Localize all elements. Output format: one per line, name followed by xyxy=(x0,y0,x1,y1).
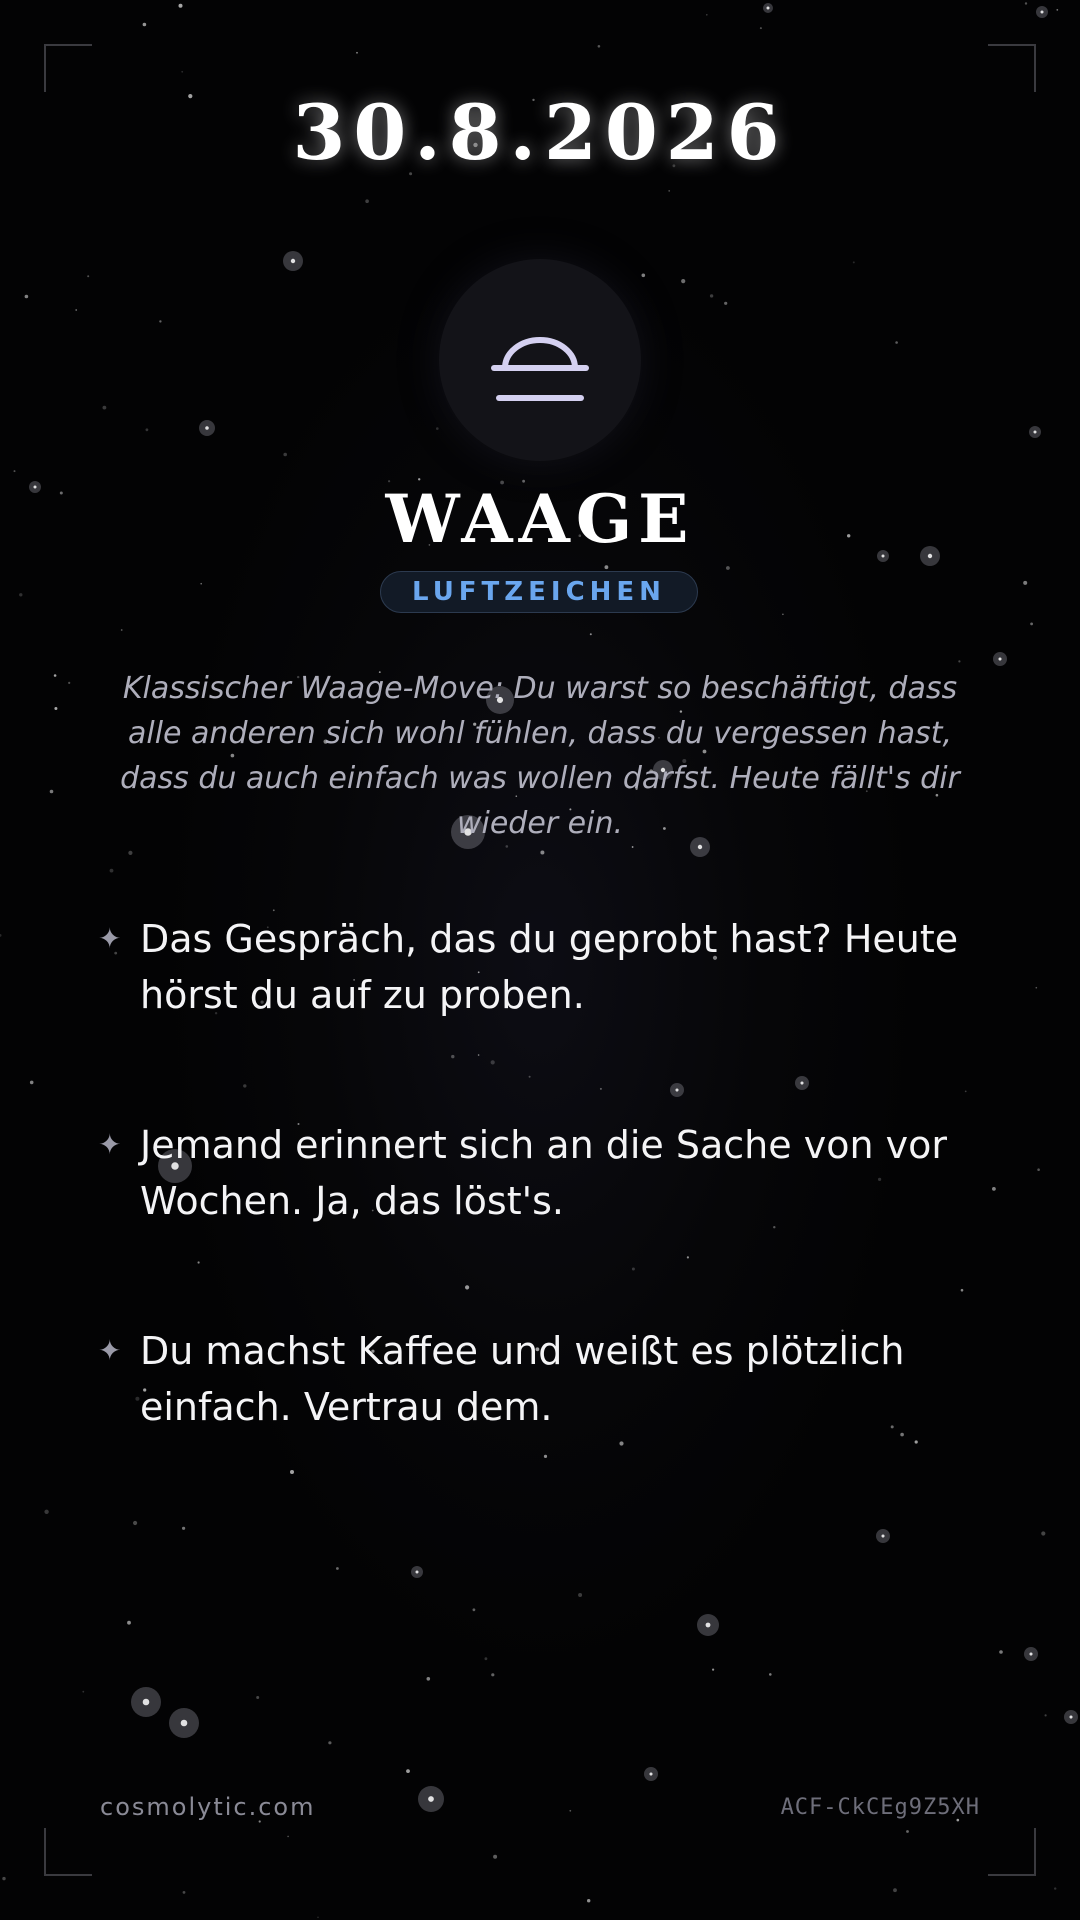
star xyxy=(726,566,730,570)
star xyxy=(205,426,209,430)
star xyxy=(961,1289,964,1292)
prediction-item xyxy=(98,1117,1018,1229)
star xyxy=(493,1855,497,1859)
star xyxy=(473,1608,476,1611)
star xyxy=(143,1699,150,1706)
star xyxy=(143,23,147,27)
star xyxy=(87,275,89,277)
star xyxy=(1029,1652,1032,1655)
sparkle-icon: ✦ xyxy=(98,1128,122,1161)
star xyxy=(687,1256,689,1258)
star xyxy=(14,470,16,472)
star xyxy=(82,1691,84,1693)
star xyxy=(290,1470,294,1474)
star xyxy=(103,406,107,410)
star xyxy=(317,1917,319,1919)
star xyxy=(675,1088,678,1091)
star xyxy=(1041,11,1044,14)
star xyxy=(2,1877,5,1880)
star xyxy=(998,657,1001,660)
star xyxy=(44,1510,48,1514)
star xyxy=(600,1088,602,1090)
sign-name: WAAGE xyxy=(385,480,695,558)
star xyxy=(428,1796,434,1802)
star xyxy=(181,1720,188,1727)
star xyxy=(590,633,592,635)
corner-frame-top-left xyxy=(44,44,92,92)
star xyxy=(958,660,960,662)
star xyxy=(1034,431,1037,434)
star xyxy=(416,1571,419,1574)
star xyxy=(198,1261,200,1263)
star xyxy=(1041,1531,1045,1535)
star xyxy=(283,453,287,457)
prediction-text: Das Gespräch, das du geprobt hast? Heute hörst du auf zu proben. xyxy=(140,917,959,1017)
star xyxy=(75,309,77,311)
star xyxy=(881,1534,884,1537)
star xyxy=(478,1054,480,1056)
star xyxy=(491,1060,495,1064)
star xyxy=(1030,623,1033,626)
star xyxy=(668,190,670,192)
star xyxy=(632,846,634,848)
star xyxy=(146,428,149,431)
prediction-text: Jemand erinnert sich an die Sache von vor Wochen. Ja, das löst's. xyxy=(140,1123,947,1223)
star xyxy=(54,707,57,710)
star xyxy=(30,1081,34,1085)
prediction-text: Du machst Kaffee und weißt es plötzlich einfach. Vertrau dem. xyxy=(140,1329,905,1429)
star xyxy=(291,259,295,263)
star xyxy=(1054,1887,1056,1889)
corner-frame-bottom-left xyxy=(44,1828,92,1876)
star xyxy=(110,869,114,873)
star xyxy=(159,320,161,322)
star xyxy=(1036,987,1038,989)
star xyxy=(465,1285,469,1289)
star xyxy=(915,1440,918,1443)
star xyxy=(133,1521,137,1525)
star xyxy=(19,593,22,596)
star xyxy=(181,71,183,73)
star xyxy=(0,934,2,937)
star xyxy=(182,1527,185,1530)
star xyxy=(619,1441,623,1445)
star xyxy=(782,614,784,616)
star xyxy=(365,199,369,203)
star xyxy=(1023,581,1027,585)
star xyxy=(706,1623,711,1628)
sign-icon-circle xyxy=(439,259,641,461)
star xyxy=(25,295,29,299)
sparkle-icon: ✦ xyxy=(98,922,122,955)
star xyxy=(200,583,202,585)
star xyxy=(999,1650,1003,1654)
star xyxy=(1025,2,1027,4)
footer-site-link[interactable]: cosmolytic.com xyxy=(100,1793,316,1821)
star xyxy=(287,1836,289,1838)
star xyxy=(724,302,727,305)
date-heading: 30.8.2026 xyxy=(292,88,788,177)
star xyxy=(121,629,123,631)
star xyxy=(183,1891,186,1894)
star xyxy=(965,1091,967,1093)
corner-frame-bottom-right xyxy=(988,1828,1036,1876)
star xyxy=(706,14,708,16)
star xyxy=(906,1830,909,1833)
star xyxy=(769,1673,772,1676)
element-badge: LUFTZEICHEN xyxy=(380,571,698,613)
star xyxy=(179,4,183,8)
sparkle-icon: ✦ xyxy=(98,1334,122,1367)
star xyxy=(605,565,609,569)
star xyxy=(1045,1714,1047,1716)
star xyxy=(68,682,70,684)
star xyxy=(336,1567,339,1570)
star xyxy=(649,1772,652,1775)
star xyxy=(243,1084,246,1087)
star xyxy=(128,851,132,855)
prediction-item xyxy=(98,1323,1018,1435)
prediction-item xyxy=(98,911,1018,1023)
footer-code: ACF-CkCEg9Z5XH xyxy=(780,1795,980,1820)
star xyxy=(529,1076,531,1078)
star xyxy=(50,790,54,794)
star xyxy=(800,1081,803,1084)
star xyxy=(127,1621,131,1625)
star xyxy=(1069,1715,1072,1718)
star xyxy=(1037,1168,1040,1171)
star xyxy=(587,1899,590,1902)
libra-icon xyxy=(439,259,641,461)
star xyxy=(356,52,358,54)
star xyxy=(710,294,713,297)
star xyxy=(632,1268,635,1271)
star xyxy=(853,261,855,263)
star xyxy=(569,1810,571,1812)
star xyxy=(256,1696,259,1699)
star xyxy=(491,1673,494,1676)
star xyxy=(895,341,898,344)
corner-frame-top-right xyxy=(988,44,1036,92)
star xyxy=(427,1677,431,1681)
star xyxy=(578,1593,582,1597)
star xyxy=(642,274,646,278)
star xyxy=(328,1741,331,1744)
star xyxy=(1056,9,1058,11)
star xyxy=(767,7,770,10)
star xyxy=(54,674,57,677)
star xyxy=(406,1769,410,1773)
star xyxy=(893,1888,897,1892)
star xyxy=(451,1055,454,1058)
intro-text: Klassischer Waage-Move: Du warst so beschäftigt, dass alle anderen sich wohl fühlen, dass du vergessen hast, dass du auch einfach was wollen darfst. Heute fällt's dir wieder ein. xyxy=(120,671,960,841)
star xyxy=(540,851,544,855)
star xyxy=(760,27,762,29)
star xyxy=(681,279,685,283)
star xyxy=(544,1455,547,1458)
star xyxy=(485,1657,488,1660)
star xyxy=(598,45,601,48)
star xyxy=(712,1669,714,1671)
